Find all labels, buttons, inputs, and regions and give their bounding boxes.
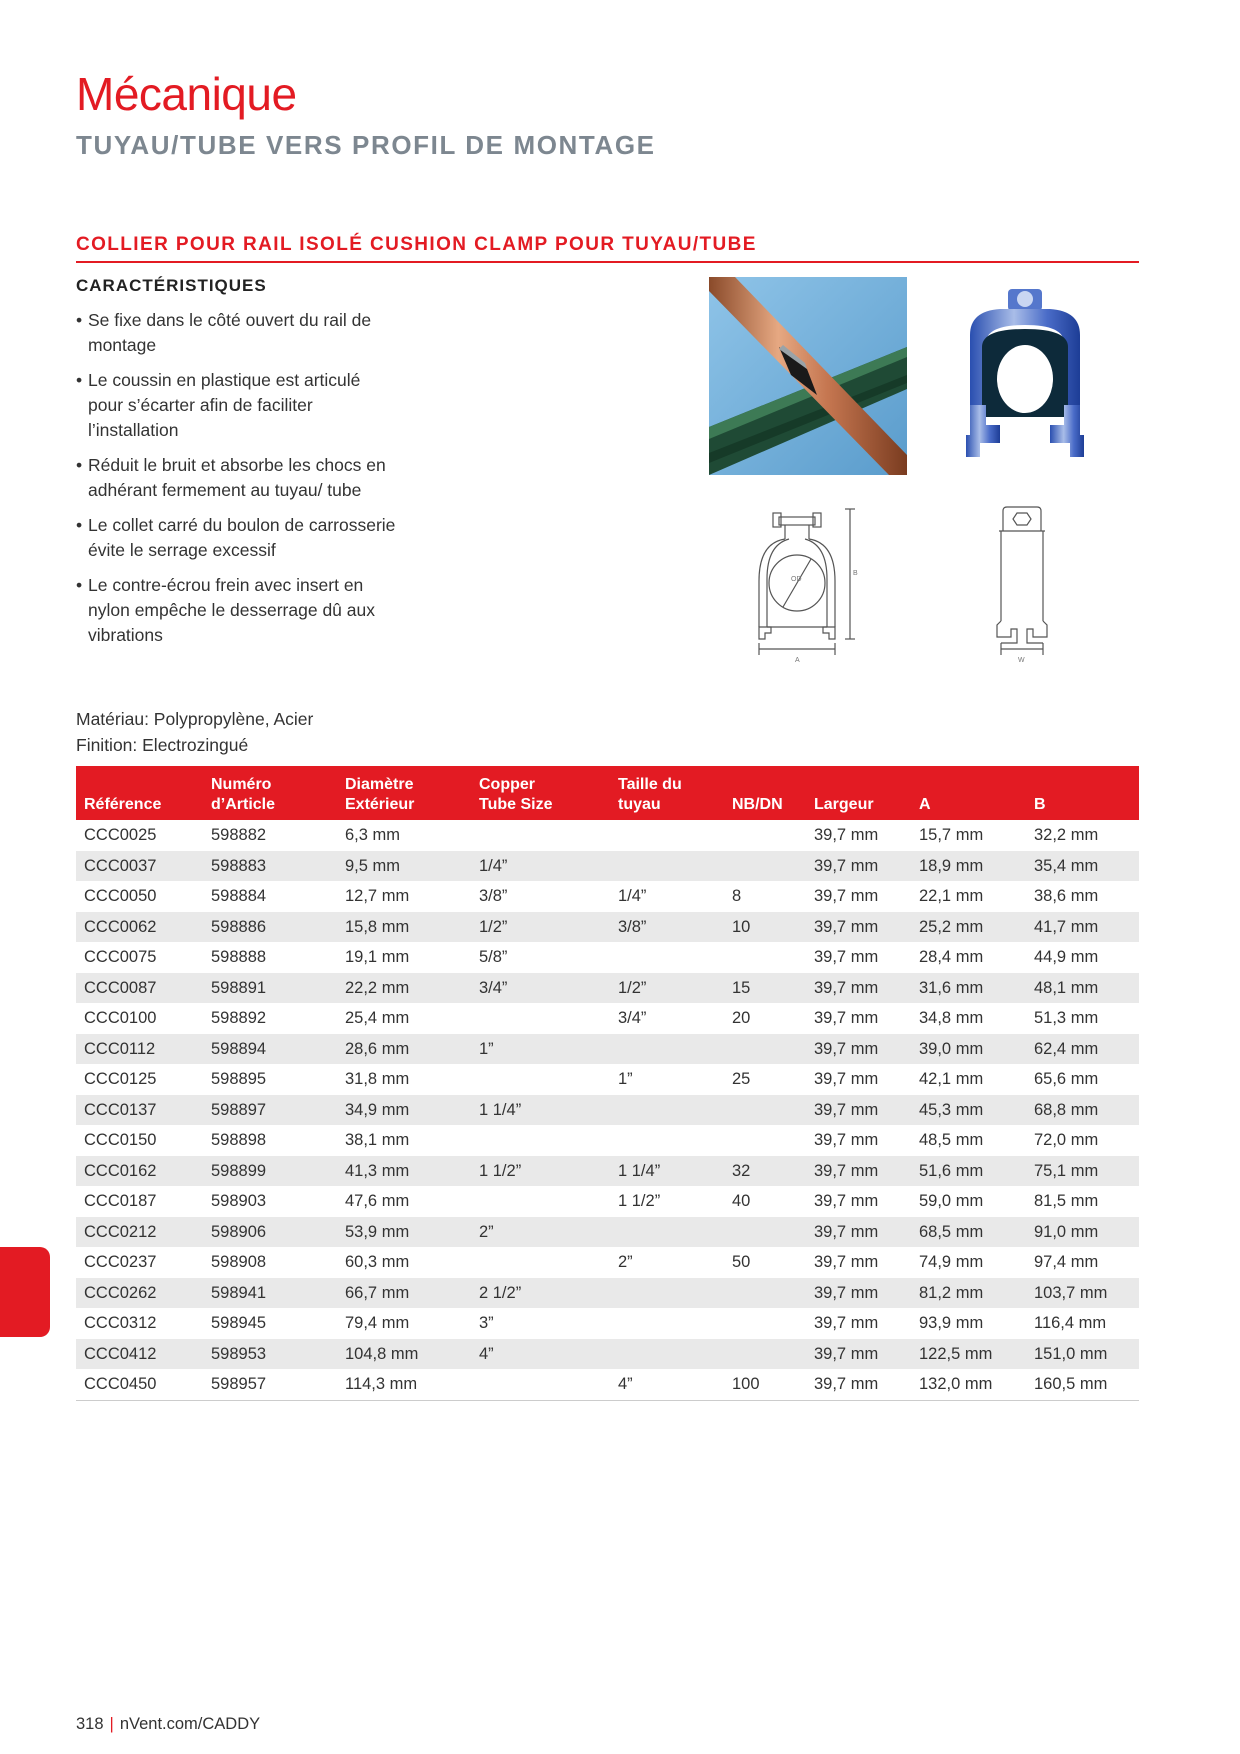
table-row [76,1278,1139,1309]
col-reference: Référence [76,766,203,820]
table-cell: 39,7 mm [814,826,879,844]
table-body [76,820,1139,1400]
table-cell: 39,7 mm [814,948,879,966]
table-row [76,1217,1139,1248]
table-cell: CCC0262 [76,1278,203,1309]
table-cell: 38,6 mm [1034,887,1099,905]
table-cell: 65,6 mm [1034,1070,1099,1088]
table-cell: 39,7 mm [814,1009,879,1027]
table-cell: 28,4 mm [919,948,984,966]
section-title: COLLIER POUR RAIL ISOLÉ CUSHION CLAMP POUR TUYAU/TUBE [76,234,757,255]
table-cell: 35,4 mm [1026,851,1139,882]
table-cell: 39,0 mm [911,1034,1026,1065]
table-row [76,1247,1139,1278]
table-cell: 3” [479,1314,494,1332]
table-cell [610,1339,724,1370]
table-cell: 20 [732,1009,751,1027]
table-cell [724,942,806,973]
table-cell: 39,7 mm [814,1314,879,1332]
table-cell: 39,7 mm [814,1131,879,1149]
table-cell: 42,1 mm [919,1070,984,1088]
table-cell [724,1095,806,1126]
table-row [76,1003,1139,1034]
table-cell: CCC0150 [84,1131,157,1149]
table-cell: 39,7 mm [806,973,911,1004]
table-cell: CCC0087 [76,973,203,1004]
page-footer [76,1714,260,1734]
table-cell: 132,0 mm [911,1369,1026,1400]
section-divider [76,261,1139,263]
table-cell: 39,7 mm [806,1034,911,1065]
feature-item: • Le contre-écrou frein avec insert en nylon empêche le desserrage dû aux vibrations [76,573,396,648]
table-cell: 598894 [203,1034,337,1065]
table-cell: 32 [724,1156,806,1187]
table-cell: 91,0 mm [1026,1217,1139,1248]
table-cell: 44,9 mm [1034,948,1099,966]
table-cell: 2” [471,1217,610,1248]
table-row [76,1156,1139,1187]
table-cell: 45,3 mm [911,1095,1026,1126]
table-cell: CCC0412 [76,1339,203,1370]
table-cell: CCC0187 [84,1192,157,1210]
table-cell: 39,7 mm [814,1253,879,1271]
table-cell: 15 [724,973,806,1004]
table-cell: 75,1 mm [1026,1156,1139,1187]
table-cell: 38,1 mm [345,1131,410,1149]
col-b: B [1026,766,1139,820]
section-tab-marker [0,1247,50,1337]
footer-separator: | [109,1715,114,1733]
table-cell: CCC0062 [76,912,203,943]
table-cell: 151,0 mm [1026,1339,1139,1370]
table-cell: 598941 [203,1278,337,1309]
table-cell [471,1186,610,1217]
col-article: Numéro d’Article [203,766,337,820]
col-pipe-size: Taille du tuyau [610,766,724,820]
table-cell: 114,3 mm [337,1369,471,1400]
table-cell: 31,8 mm [345,1070,410,1088]
table-cell: 598908 [211,1253,267,1271]
table-cell: 3/8” [610,912,724,943]
page-number: 318 [76,1715,104,1733]
col-a: A [911,766,1026,820]
table-cell: CCC0212 [76,1217,203,1248]
table-cell: 4” [471,1339,610,1370]
table-row [76,1369,1139,1400]
page-subtitle: TUYAU/TUBE VERS PROFIL DE MONTAGE [76,130,656,160]
table-cell: 10 [724,912,806,943]
table-cell: 598945 [211,1314,267,1332]
table-cell: 31,6 mm [911,973,1026,1004]
table-cell: 18,9 mm [911,851,1026,882]
table-cell: 15,7 mm [919,826,984,844]
table-cell: 1 1/4” [610,1156,724,1187]
footer-link[interactable]: nVent.com/CADDY [119,1715,261,1733]
table-row [76,1186,1139,1217]
table-cell: 598897 [203,1095,337,1126]
table-cell: 122,5 mm [911,1339,1026,1370]
table-cell [610,1217,724,1248]
table-cell [471,1247,610,1278]
table-row [76,1034,1139,1065]
table-cell: 39,7 mm [806,1095,911,1126]
col-width: Largeur [806,766,911,820]
table-cell: 25,2 mm [911,912,1026,943]
table-cell: 41,3 mm [337,1156,471,1187]
table-cell [724,851,806,882]
table-cell [610,820,724,851]
table-cell: 598884 [211,887,267,905]
front-view-diagram [755,503,873,677]
table-cell: 62,4 mm [1026,1034,1139,1065]
feature-item: • Réduit le bruit et absorbe les chocs en adhérant fermement au tuyau/ tube [76,453,396,503]
table-cell: 9,5 mm [337,851,471,882]
table-cell: 39,7 mm [806,1217,911,1248]
table-cell: 598891 [203,973,337,1004]
table-cell: 1 1/4” [471,1095,610,1126]
table-cell: 103,7 mm [1026,1278,1139,1309]
table-cell: 51,6 mm [911,1156,1026,1187]
table-cell: CCC0050 [84,887,157,905]
spec-table [76,766,1139,1401]
table-cell: 15,8 mm [337,912,471,943]
label-w: W [1018,657,1025,664]
table-cell [610,851,724,882]
table-cell [610,1308,724,1339]
feature-item: • Le coussin en plastique est articulé pour s’écarter afin de faciliter l’installation [76,368,396,443]
table-cell [610,1125,724,1156]
table-cell: 22,2 mm [337,973,471,1004]
table-cell: 598883 [203,851,337,882]
table-cell: CCC0112 [76,1034,203,1065]
table-cell: 4” [610,1369,724,1400]
table-cell: 1 1/2” [471,1156,610,1187]
table-cell: 598903 [211,1192,267,1210]
table-cell: 39,7 mm [806,1278,911,1309]
table-cell: 39,7 mm [806,912,911,943]
table-cell: 66,7 mm [337,1278,471,1309]
table-cell: 39,7 mm [814,887,879,905]
side-view-diagram [995,503,1055,677]
table-cell: 47,6 mm [345,1192,410,1210]
table-row [76,1125,1139,1156]
table-cell: 598892 [211,1009,267,1027]
table-cell: 598899 [203,1156,337,1187]
table-cell: CCC0100 [84,1009,157,1027]
table-cell: 68,8 mm [1026,1095,1139,1126]
table-row [76,942,1139,973]
table-cell: 81,5 mm [1034,1192,1099,1210]
features-heading: CARACTÉRISTIQUES [76,276,267,295]
table-cell [724,1278,806,1309]
table-cell: 8 [732,887,742,905]
table-cell [471,1064,610,1095]
table-cell: 598953 [203,1339,337,1370]
feature-item: • Se fixe dans le côté ouvert du rail de montage [76,308,396,358]
table-cell: 34,8 mm [919,1009,984,1027]
table-row [76,820,1139,851]
installation-photo [709,277,907,475]
table-cell: 5/8” [479,948,508,966]
table-cell: 6,3 mm [345,826,401,844]
table-row [76,1339,1139,1370]
table-cell: 1 1/2” [618,1192,661,1210]
table-cell: 97,4 mm [1034,1253,1099,1271]
table-cell [471,1125,610,1156]
table-cell: 39,7 mm [806,1339,911,1370]
table-cell: CCC0162 [76,1156,203,1187]
table-cell: 53,9 mm [337,1217,471,1248]
table-cell: 50 [732,1253,751,1271]
table-cell [724,1125,806,1156]
table-cell [610,1034,724,1065]
table-cell: 1/2” [471,912,610,943]
feature-item: • Le collet carré du boulon de carrosserie évite le serrage excessif [76,513,396,563]
table-cell: 34,9 mm [337,1095,471,1126]
table-cell: 60,3 mm [345,1253,410,1271]
product-image [960,285,1090,463]
table-row [76,912,1139,943]
table-cell: 1/4” [471,851,610,882]
table-cell [471,1003,610,1034]
table-row [76,1064,1139,1095]
table-cell: 598886 [203,912,337,943]
table-cell: 1” [471,1034,610,1065]
table-cell: 79,4 mm [345,1314,410,1332]
label-a: A [795,657,800,664]
table-cell: 3/4” [471,973,610,1004]
table-cell: CCC0125 [84,1070,157,1088]
table-cell: 3/4” [618,1009,647,1027]
page-title: Mécanique [76,68,297,120]
table-cell: 598957 [203,1369,337,1400]
table-cell: 598888 [211,948,267,966]
col-diameter: Diamètre Extérieur [337,766,471,820]
table-cell: 19,1 mm [345,948,410,966]
table-cell: CCC0312 [84,1314,157,1332]
table-cell: 39,7 mm [806,851,911,882]
table-cell [610,942,724,973]
table-cell: 40 [732,1192,751,1210]
table-cell: 28,6 mm [337,1034,471,1065]
table-cell: CCC0037 [76,851,203,882]
table-cell [724,1308,806,1339]
table-cell: 41,7 mm [1026,912,1139,943]
features-list [76,308,396,658]
table-cell: CCC0075 [84,948,157,966]
table-cell: 1/2” [610,973,724,1004]
table-cell: 598882 [211,826,267,844]
table-cell [724,1034,806,1065]
table-cell: 32,2 mm [1034,826,1099,844]
finish-text: Finition: Electrozingué [76,735,249,755]
material-info [76,706,313,758]
table-cell: 100 [724,1369,806,1400]
table-cell: 48,5 mm [919,1131,984,1149]
table-cell: 2” [618,1253,633,1271]
table-cell: 74,9 mm [919,1253,984,1271]
table-cell: 39,7 mm [814,1070,879,1088]
label-od: OD [791,576,802,583]
table-cell: 116,4 mm [1034,1314,1107,1332]
table-cell: 12,7 mm [345,887,410,905]
table-cell [471,820,610,851]
table-row [76,851,1139,882]
table-cell: 598906 [203,1217,337,1248]
table-row [76,973,1139,1004]
table-cell: 22,1 mm [919,887,984,905]
table-cell: 598895 [211,1070,267,1088]
table-cell: 1” [618,1070,633,1088]
material-text: Matériau: Polypropylène, Acier [76,709,314,729]
table-cell: 72,0 mm [1034,1131,1099,1149]
table-cell [471,1369,610,1400]
table-cell [724,1339,806,1370]
table-cell: 2 1/2” [471,1278,610,1309]
col-copper: Copper Tube Size [471,766,610,820]
table-cell [724,820,806,851]
table-cell: 39,7 mm [806,1156,911,1187]
label-b: B [853,570,858,577]
table-cell: CCC0025 [84,826,157,844]
table-cell: 51,3 mm [1034,1009,1099,1027]
table-cell: 104,8 mm [337,1339,471,1370]
table-cell [610,1278,724,1309]
table-cell: 59,0 mm [919,1192,984,1210]
table-row [76,1308,1139,1339]
table-header-row [76,766,1139,820]
table-cell: 1/4” [618,887,647,905]
table-cell: 25,4 mm [345,1009,410,1027]
table-cell [610,1095,724,1126]
table-cell: 39,7 mm [806,1369,911,1400]
table-row [76,1095,1139,1126]
table-cell: 25 [732,1070,751,1088]
col-nbdn: NB/DN [724,766,806,820]
table-cell [724,1217,806,1248]
table-row [76,881,1139,912]
table-cell: 39,7 mm [814,1192,879,1210]
table-cell: 3/8” [479,887,508,905]
table-cell: CCC0237 [84,1253,157,1271]
table-cell: 598898 [211,1131,267,1149]
table-cell: 81,2 mm [911,1278,1026,1309]
table-cell: CCC0450 [76,1369,203,1400]
table-cell: CCC0137 [76,1095,203,1126]
table-cell: 93,9 mm [919,1314,984,1332]
table-cell: 160,5 mm [1026,1369,1139,1400]
table-cell: 48,1 mm [1026,973,1139,1004]
table-cell: 68,5 mm [911,1217,1026,1248]
